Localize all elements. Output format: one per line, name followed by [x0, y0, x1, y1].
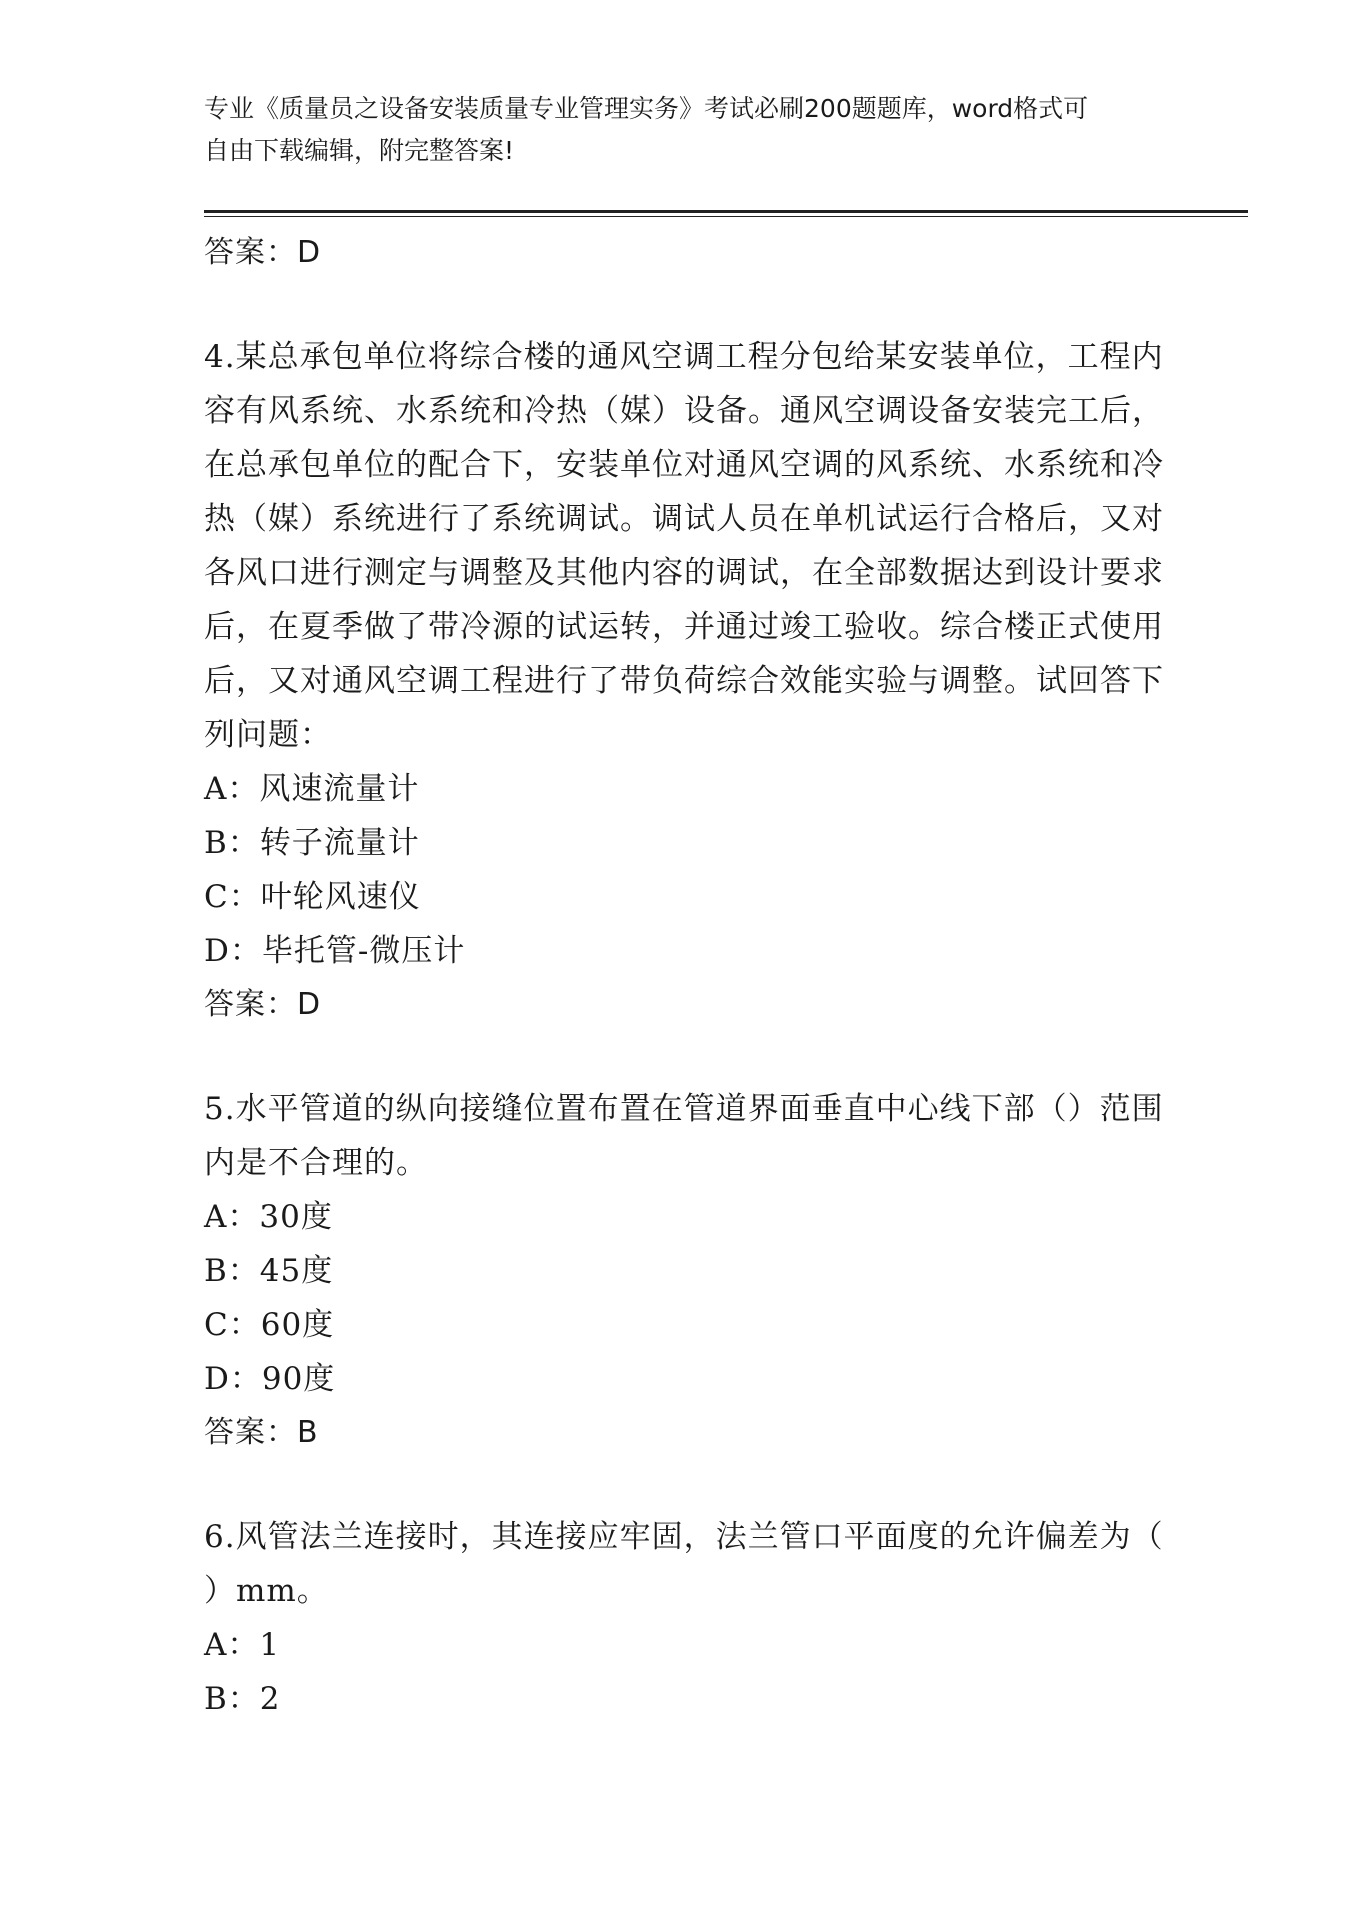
question-4-option-c: C：叶轮风速仪 [204, 879, 421, 915]
question-6-line-1: 6.风管法兰连接时，其连接应牢固，法兰管口平面度的允许偏差为（ [204, 1519, 1164, 1555]
question-4-line-7: 后，又对通风空调工程进行了带负荷综合效能实验与调整。试回答下 [204, 663, 1164, 699]
previous-answer: 答案：D [204, 235, 322, 270]
question-4-line-2: 容有风系统、水系统和冷热（媒）设备。通风空调设备安装完工后， [204, 393, 1164, 429]
question-5-answer: 答案：B [204, 1415, 319, 1450]
question-6-option-a: A：1 [204, 1627, 281, 1663]
question-4-line-1: 4.某总承包单位将综合楼的通风空调工程分包给某安装单位，工程内 [204, 339, 1164, 375]
question-5-line-1: 5.水平管道的纵向接缝位置布置在管道界面垂直中心线下部（）范围 [204, 1091, 1164, 1127]
header-line-2: 自由下载编辑，附完整答案! [204, 136, 515, 165]
question-4-line-5: 各风口进行测定与调整及其他内容的调试，在全部数据达到设计要求 [204, 555, 1164, 591]
question-6-line-2: ）mm。 [204, 1573, 329, 1609]
question-5-option-c: C：60度 [204, 1307, 335, 1343]
question-4-option-a: A：风速流量计 [204, 771, 420, 807]
question-4-option-d: D：毕托管-微压计 [204, 933, 466, 969]
question-5-option-b: B：45度 [204, 1253, 334, 1289]
question-5 [204, 1082, 1164, 1460]
question-5-option-d: D：90度 [204, 1361, 336, 1397]
question-6 [204, 1510, 1164, 1726]
question-5-option-a: A：30度 [204, 1199, 333, 1235]
question-4-option-b: B：转子流量计 [204, 825, 420, 861]
header-divider [204, 210, 1248, 218]
question-4 [204, 330, 1164, 1032]
question-6-option-b: B：2 [204, 1681, 281, 1717]
header-line-1: 专业《质量员之设备安装质量专业管理实务》考试必刷200题题库，word格式可 [204, 94, 1089, 123]
question-4-line-3: 在总承包单位的配合下，安装单位对通风空调的风系统、水系统和冷 [204, 447, 1164, 483]
question-5-line-2: 内是不合理的。 [204, 1145, 428, 1181]
question-4-line-8: 列问题： [204, 717, 332, 753]
question-4-line-6: 后，在夏季做了带冷源的试运转，并通过竣工验收。综合楼正式使用 [204, 609, 1164, 645]
question-4-answer: 答案：D [204, 987, 322, 1022]
question-4-line-4: 热（媒）系统进行了系统调试。调试人员在单机试运行合格后，又对 [204, 501, 1164, 537]
document-body [204, 226, 1164, 1726]
document-header [204, 88, 1204, 172]
